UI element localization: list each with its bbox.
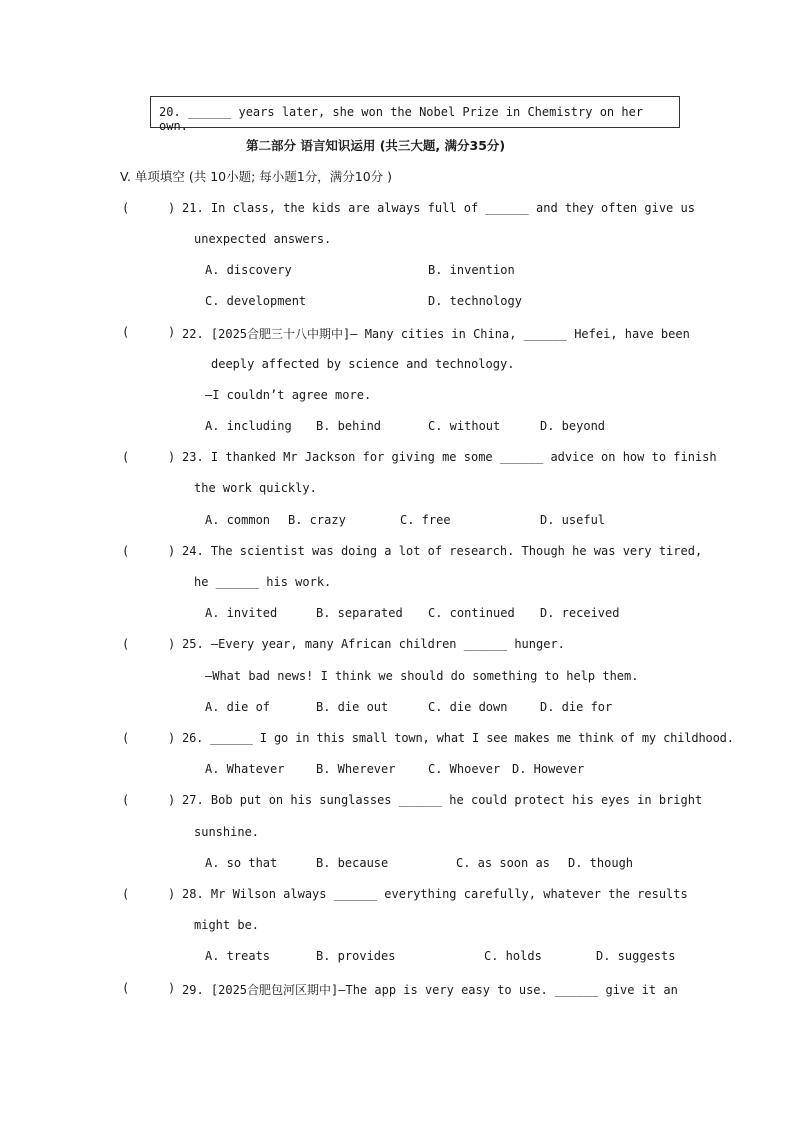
question-25-text: 25. —Every year, many African children ______ hunger. <box>182 637 565 651</box>
q28-option-c[interactable]: C. holds <box>484 949 542 963</box>
question-27-text: 27. Bob put on his sunglasses ______ he could protect his eyes in bright <box>182 793 703 807</box>
question-27-text-cont: sunshine. <box>194 825 260 839</box>
question-29-text: 29. [2025合肥包河区期中]—The app is very easy to use. ______ give it an <box>182 983 678 997</box>
q22-option-c[interactable]: C. without <box>428 419 501 433</box>
q24-option-c[interactable]: C. continued <box>428 606 515 620</box>
q26-option-a[interactable]: A. Whatever <box>205 762 285 776</box>
q25-option-c[interactable]: C. die down <box>428 700 508 714</box>
q25-option-d[interactable]: D. die for <box>540 700 613 714</box>
answer-blank-21[interactable]: ( ) <box>122 201 176 215</box>
question-23-text: 23. I thanked Mr Jackson for giving me some ______ advice on how to finish <box>182 450 717 464</box>
q28-option-a[interactable]: A. treats <box>205 949 271 963</box>
q22-option-d[interactable]: D. beyond <box>540 419 606 433</box>
section-v-heading: V. 单项填空 (共 10小题; 每小题1分，满分10分 ) <box>120 169 393 184</box>
part-two-title: 第二部分 语言知识运用 (共三大题, 满分35分) <box>246 138 506 153</box>
question-28-text-cont: might be. <box>194 918 260 932</box>
q24-option-a[interactable]: A. invited <box>205 606 278 620</box>
answer-blank-27[interactable]: ( ) <box>122 793 176 807</box>
q28-option-b[interactable]: B. provides <box>316 949 396 963</box>
q25-option-a[interactable]: A. die of <box>205 700 271 714</box>
q27-option-b[interactable]: B. because <box>316 856 389 870</box>
q25-option-b[interactable]: B. die out <box>316 700 389 714</box>
question-25-response: —What bad news! I think we should do something to help them. <box>205 669 639 683</box>
q22-option-a[interactable]: A. including <box>205 419 292 433</box>
question-24-text-cont: he ______ his work. <box>194 575 332 589</box>
question-23-text-cont: the work quickly. <box>194 481 317 495</box>
question-20-box <box>150 96 680 133</box>
q27-option-d[interactable]: D. though <box>568 856 634 870</box>
q21-option-a[interactable]: A. discovery <box>205 263 292 277</box>
q27-option-a[interactable]: A. so that <box>205 856 278 870</box>
answer-blank-24[interactable]: ( ) <box>122 544 176 558</box>
question-24-text: 24. The scientist was doing a lot of research. Though he was very tired, <box>182 544 703 558</box>
answer-blank-22[interactable]: ( ) <box>122 325 176 339</box>
answer-blank-25[interactable]: ( ) <box>122 637 176 651</box>
q26-option-b[interactable]: B. Wherever <box>316 762 396 776</box>
q23-option-a[interactable]: A. common <box>205 513 271 527</box>
question-21-text: 21. In class, the kids are always full of ______ and they often give us <box>182 201 695 215</box>
question-20-text: 20. ______ years later, she won the Nobel Prize in Chemistry on her own. <box>159 105 644 133</box>
question-22-response: —I couldn’t agree more. <box>205 388 372 402</box>
question-22-text-cont: deeply affected by science and technology. <box>211 357 515 371</box>
q24-option-d[interactable]: D. received <box>540 606 620 620</box>
q28-option-d[interactable]: D. suggests <box>596 949 676 963</box>
q27-option-c[interactable]: C. as soon as <box>456 856 550 870</box>
question-26-text: 26. ______ I go in this small town, what I see makes me think of my childhood. <box>182 731 734 745</box>
q21-option-c[interactable]: C. development <box>205 294 307 308</box>
q21-option-b[interactable]: B. invention <box>428 263 515 277</box>
q23-option-c[interactable]: C. free <box>400 513 451 527</box>
question-28-text: 28. Mr Wilson always ______ everything carefully, whatever the results <box>182 887 688 901</box>
question-21-text-cont: unexpected answers. <box>194 232 332 246</box>
q23-option-b[interactable]: B. crazy <box>288 513 346 527</box>
q26-option-c[interactable]: C. Whoever <box>428 762 501 776</box>
q21-option-d[interactable]: D. technology <box>428 294 522 308</box>
answer-blank-28[interactable]: ( ) <box>122 887 176 901</box>
q24-option-b[interactable]: B. separated <box>316 606 403 620</box>
answer-blank-29[interactable]: ( ) <box>122 981 176 995</box>
q26-option-d[interactable]: D. However <box>512 762 585 776</box>
q22-option-b[interactable]: B. behind <box>316 419 382 433</box>
answer-blank-26[interactable]: ( ) <box>122 731 176 745</box>
q23-option-d[interactable]: D. useful <box>540 513 606 527</box>
answer-blank-23[interactable]: ( ) <box>122 450 176 464</box>
question-22-text: 22. [2025合肥三十八中期中]— Many cities in China, ______ Hefei, have been <box>182 327 690 341</box>
